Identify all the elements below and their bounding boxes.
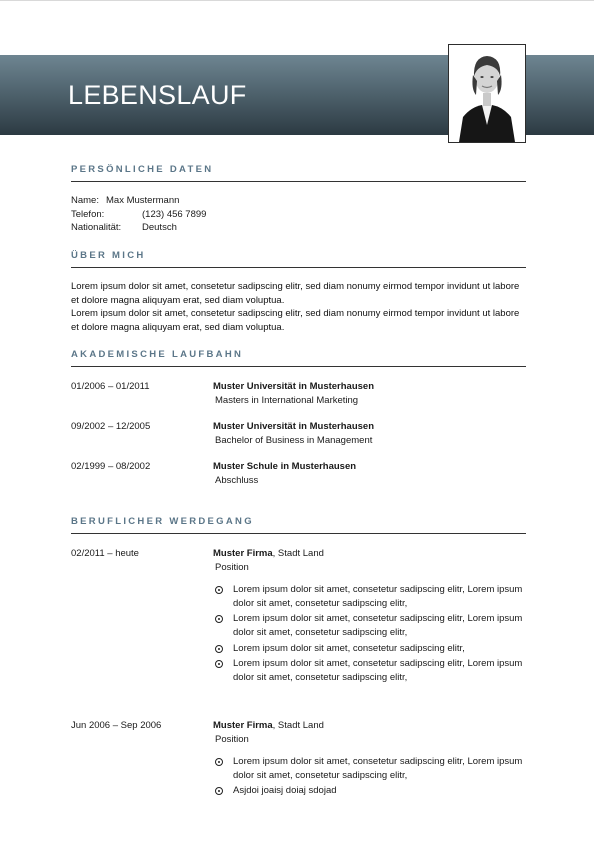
section-heading: BERUFLICHER WERDEGANG [71,516,254,527]
career-position: Position [215,733,249,745]
bullet-text: Lorem ipsum dolor sit amet, consetetur sadipscing elitr, [233,642,465,654]
section-personal [71,163,526,233]
section-divider [71,181,526,182]
education-dates: 01/2006 – 01/2011 [71,381,150,392]
career-dates: 02/2011 – heute [71,548,139,559]
bullet-text: Asjdoi joaisj doiaj sdojad [233,785,337,797]
career-bullet-list [213,583,526,684]
education-degree: Bachelor of Business in Management [215,434,373,446]
career-location: , Stadt Land [272,548,324,559]
education-degree: Masters in International Marketing [215,394,359,406]
list-item [213,583,526,610]
section-career [71,515,526,797]
career-company: Muster Firma [213,720,273,731]
bullet-text: Lorem ipsum dolor sit amet, consetetur sadipscing elitr, Lorem ipsum dolor sit amet, consetetur sadipscing elitr, [233,756,523,781]
education-dates: 09/2002 – 12/2005 [71,421,151,432]
section-about [71,249,526,334]
career-bullet-list [213,755,526,798]
education-institution: Muster Schule in Musterhausen [213,461,357,472]
circled-dot-icon [215,645,223,653]
education-institution: Muster Universität in Musterhausen [213,421,375,432]
section-education [71,348,526,486]
top-border [0,0,594,1]
list-item [213,642,526,656]
section-divider [71,533,526,534]
name-label: Name: [71,195,99,206]
circled-dot-icon [215,615,223,623]
name-row [71,194,180,208]
phone-row [71,208,526,222]
career-company: Muster Firma [213,548,273,559]
section-divider [71,366,526,367]
section-heading: PERSÖNLICHE DATEN [71,164,214,175]
bullet-text: Lorem ipsum dolor sit amet, consetetur sadipscing elitr, Lorem ipsum dolor sit amet, consetetur sadipscing elitr, [233,584,523,609]
name-value: Max Mustermann [106,195,180,206]
circled-dot-icon [215,586,223,594]
list-item [213,784,526,798]
phone-value: (123) 456 7899 [142,209,207,220]
about-paragraph: Lorem ipsum dolor sit amet, consetetur sadipscing elitr, sed diam nonumy eirmod tempor invidunt ut labore et dolore magna aliquyam erat, sed diam voluptua. [71,281,520,306]
education-dates: 02/1999 – 08/2002 [71,461,151,472]
about-paragraph: Lorem ipsum dolor sit amet, consetetur sadipscing elitr, sed diam nonumy eirmod tempor invidunt ut labore et dolore magna aliquyam erat, sed diam voluptua. [71,308,520,333]
list-item [213,755,526,782]
list-item [213,657,526,684]
circled-dot-icon [215,660,223,668]
list-item [213,612,526,639]
nationality-value: Deutsch [142,222,177,233]
nationality-row [71,221,526,235]
career-position: Position [215,561,249,573]
circled-dot-icon [215,787,223,795]
career-location: , Stadt Land [272,720,324,731]
nationality-label: Nationalität: [71,222,122,233]
portrait-photo [448,44,526,143]
section-heading: AKADEMISCHE LAUFBAHN [71,349,244,360]
circled-dot-icon [215,758,223,766]
education-degree: Abschluss [215,474,259,486]
section-divider [71,267,526,268]
education-institution: Muster Universität in Musterhausen [213,381,375,392]
bullet-text: Lorem ipsum dolor sit amet, consetetur sadipscing elitr, Lorem ipsum dolor sit amet, consetetur sadipscing elitr, [233,613,523,638]
section-heading: ÜBER MICH [71,250,146,261]
page-title: LEBENSLAUF [68,80,247,110]
bullet-text: Lorem ipsum dolor sit amet, consetetur sadipscing elitr, Lorem ipsum dolor sit amet, consetetur sadipscing elitr, [233,658,523,683]
career-dates: Jun 2006 – Sep 2006 [71,720,162,731]
phone-label: Telefon: [71,209,105,220]
